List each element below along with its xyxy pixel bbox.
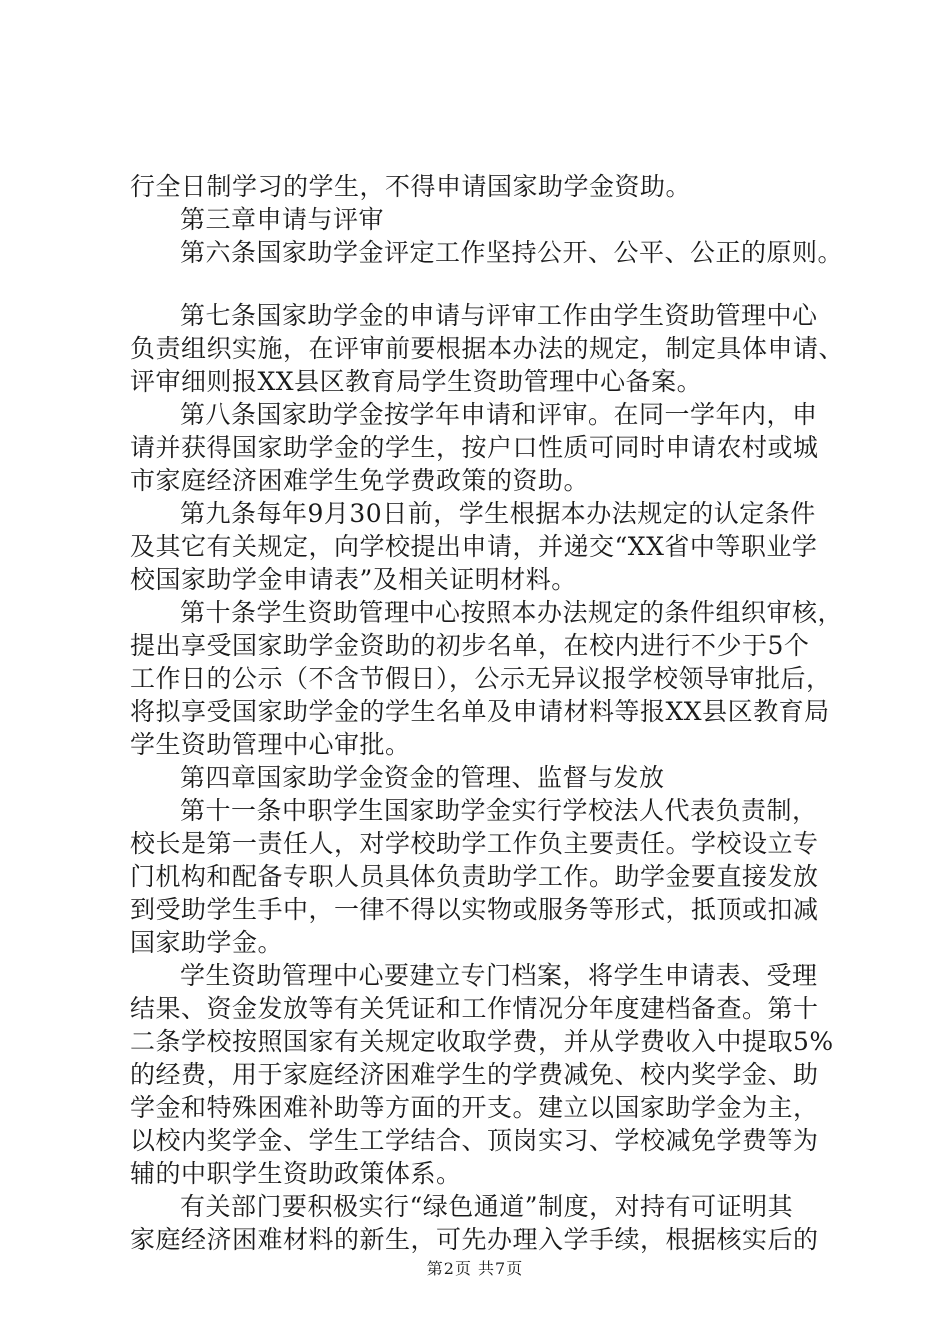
text-line: 校长是第一责任人，对学校助学工作负主要责任。学校设立专: [130, 829, 819, 858]
text-line: 门机构和配备专职人员具体负责助学工作。助学金要直接发放: [130, 862, 819, 891]
text-line: 将拟享受国家助学金的学生名单及申请材料等报XX县区教育局: [130, 697, 830, 726]
paragraph-gap: [130, 269, 850, 299]
text-line: 第四章国家助学金资金的管理、监督与发放: [180, 763, 665, 792]
text-line: 工作日的公示（不含节假日），公示无异议报学校领导审批后，: [130, 664, 832, 693]
text-line: 二条学校按照国家有关规定收取学费，并从学费收入中提取5%: [130, 1027, 834, 1056]
text-line: 学生资助管理中心要建立专门档案，将学生申请表、受理: [180, 961, 818, 990]
text-line: 学金和特殊困难补助等方面的开支。建立以国家助学金为主，: [130, 1093, 819, 1122]
text-line: 行全日制学习的学生，不得申请国家助学金资助。: [130, 172, 692, 201]
text-line: 结果、资金发放等有关凭证和工作情况分年度建档备查。第十: [130, 994, 819, 1023]
text-line: 市家庭经济困难学生免学费政策的资助。: [130, 466, 590, 495]
text-line: 到受助学生手中，一律不得以实物或服务等形式，抵顶或扣减: [130, 895, 819, 924]
text-line: 负责组织实施，在评审前要根据本办法的规定，制定具体申请、: [130, 334, 845, 363]
text-line: 第九条每年9月30日前，学生根据本办法规定的认定条件: [180, 499, 816, 528]
text-line: 第十条学生资助管理中心按照本办法规定的条件组织审核，: [180, 598, 844, 627]
text-line: 评审细则报XX县区教育局学生资助管理中心备案。: [130, 367, 703, 396]
text-line: 及其它有关规定，向学校提出申请，并递交“XX省中等职业学: [130, 532, 818, 561]
document-body: [130, 170, 850, 1256]
text-line: 校国家助学金申请表”及相关证明材料。: [130, 565, 577, 594]
text-line: 有关部门要积极实行“绿色通道”制度，对持有可证明其: [180, 1192, 794, 1221]
page-footer: 第2页 共7页: [426, 1259, 524, 1278]
text-line: 国家助学金。: [130, 928, 284, 957]
text-line: 第三章申请与评审: [180, 205, 385, 234]
text-line: 请并获得国家助学金的学生，按户口性质可同时申请农村或城: [130, 433, 819, 462]
text-line: 家庭经济困难材料的新生，可先办理入学手续，根据核实后的: [130, 1225, 819, 1254]
text-line: 提出享受国家助学金资助的初步名单，在校内进行不少于5个: [130, 631, 810, 660]
text-line: 第七条国家助学金的申请与评审工作由学生资助管理中心: [180, 301, 818, 330]
text-line: 以校内奖学金、学生工学结合、顶岗实习、学校减免学费等为: [130, 1126, 819, 1155]
text-line: 第十一条中职学生国家助学金实行学校法人代表负责制，: [180, 796, 818, 825]
text-line: 辅的中职学生资助政策体系。: [130, 1159, 462, 1188]
text-line: 的经费，用于家庭经济困难学生的学费减免、校内奖学金、助: [130, 1060, 819, 1089]
text-line: 第六条国家助学金评定工作坚持公开、公平、公正的原则。: [180, 238, 844, 267]
text-line: 第八条国家助学金按学年申请和评审。在同一学年内，申: [180, 400, 818, 429]
text-line: 学生资助管理中心审批。: [130, 730, 411, 759]
